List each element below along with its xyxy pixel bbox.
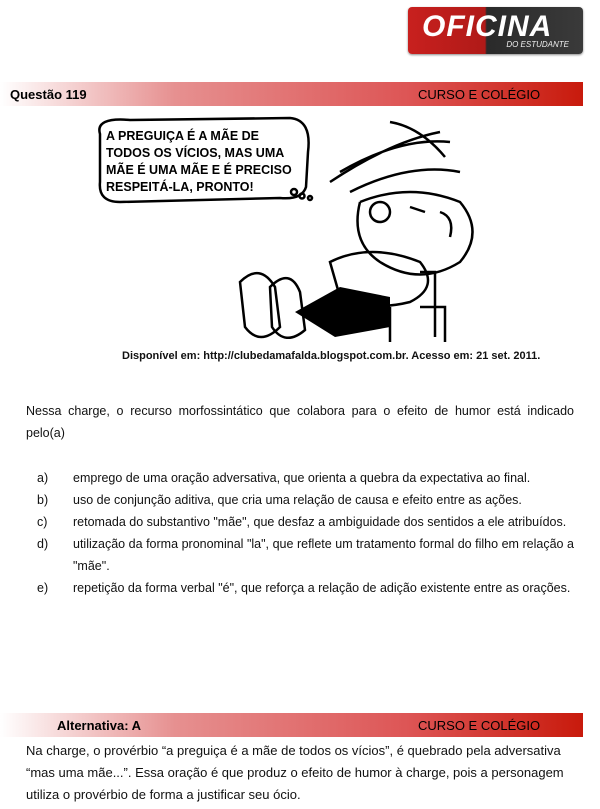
brand-label: CURSO E COLÉGIO: [418, 718, 541, 733]
option-text: uso de conjunção aditiva, que cria uma relação de causa e efeito entre as ações.: [73, 493, 522, 507]
option-text: repetição da forma verbal "é", que reforça a relação de adição existente entre as orações.: [73, 581, 571, 595]
answer-explanation: Na charge, o provérbio “a preguiça é a mãe de todos os vícios”, é quebrado pela adversativa “mas uma mãe...”. Essa oração é que produz o efeito de humor à charge, pois a personagem utiliza o provérbio de forma a justificar seu ócio.: [26, 743, 564, 802]
option-e[interactable]: [37, 577, 574, 599]
question-header-bar: [0, 82, 583, 106]
option-text: retomada do substantivo "mãe", que desfaz a ambiguidade dos sentidos a ele atribuídos.: [73, 515, 567, 529]
trousers-shape: [295, 287, 390, 337]
option-text: utilização da forma pronominal "la", que reflete um tratamento formal do filho em relação a "mãe".: [73, 537, 574, 573]
option-key: c): [37, 515, 48, 529]
option-key: d): [37, 537, 49, 551]
speech-line: A PREGUIÇA É A MÃE DE: [106, 129, 260, 143]
oficina-logo: [408, 7, 583, 54]
question-number: Questão 119: [10, 87, 87, 102]
option-c[interactable]: [37, 511, 574, 533]
option-a[interactable]: [37, 467, 574, 489]
option-key: a): [37, 471, 49, 485]
option-key: e): [37, 581, 49, 595]
speech-line: TODOS OS VÍCIOS, MAS UMA: [106, 146, 285, 160]
logo-sub-text: DO ESTUDANTE: [506, 40, 569, 49]
option-text: emprego de uma oração adversativa, que orienta a quebra da expectativa ao final.: [73, 471, 531, 485]
option-key: b): [37, 493, 49, 507]
cartoon-image: [90, 112, 490, 347]
question-statement: Nessa charge, o recurso morfossintático que colabora para o efeito de humor está indicado pelo(a): [26, 404, 574, 440]
logo-main-text: OFICINA: [422, 10, 553, 43]
speech-line: MÃE É UMA MÃE E É PRECISO: [106, 163, 292, 177]
brand-label: CURSO E COLÉGIO: [418, 87, 541, 102]
answer-label: Alternativa: A: [57, 718, 142, 733]
answer-header-bar: [0, 713, 583, 737]
image-source-caption: Disponível em: http://clubedamafalda.blogspot.com.br. Acesso em: 21 set. 2011.: [122, 350, 541, 362]
option-b[interactable]: [37, 489, 574, 511]
option-d[interactable]: [37, 533, 574, 577]
options-list: [37, 467, 574, 599]
speech-line: RESPEITÁ-LA, PRONTO!: [106, 180, 254, 194]
